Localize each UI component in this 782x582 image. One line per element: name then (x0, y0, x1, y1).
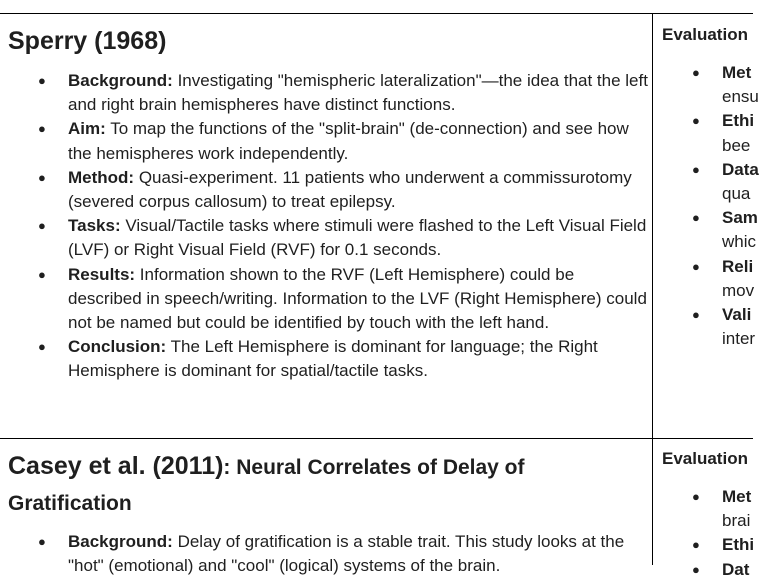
list-item: ● Met ensu (692, 63, 759, 107)
casey-cell (8, 449, 648, 578)
list-item: ● Sam whic (692, 208, 758, 252)
bullet-icon: ● (692, 210, 700, 226)
list-item: ● Met brai (692, 487, 752, 531)
bullet-icon: ● (38, 339, 46, 355)
sperry-evaluation-cell (662, 23, 782, 351)
bullet-icon: ● (38, 218, 46, 234)
list-item: ● Method: Quasi-experiment. 11 patients who underwent a commissurotomy (severed corpus callosum) to treat epilepsy. (38, 167, 632, 212)
bullet-icon: ● (38, 534, 46, 549)
bullet-icon: ● (692, 307, 700, 323)
list-item: ● Vali inter (692, 305, 756, 349)
list-item: ● Ethi bee (692, 111, 755, 155)
bullet-icon: ● (692, 161, 700, 177)
bullet-icon: ● (692, 489, 700, 504)
bullet-icon: ● (692, 65, 700, 80)
bullet-icon: ● (692, 258, 700, 274)
bullet-icon: ● (38, 169, 46, 185)
study-title: Casey et al. (2011): Neural Correlates of Delay of Gratification (8, 452, 525, 515)
bullet-icon: ● (38, 266, 46, 282)
list-item: ● Background: Investigating "hemispheric lateralization"—the idea that the left and right brain hemispheres have distinct functions. (38, 71, 648, 115)
study-details-list (8, 530, 648, 578)
evaluation-heading: Evaluation (662, 449, 748, 468)
table-column-divider (652, 13, 653, 565)
bullet-icon: ● (692, 113, 700, 129)
list-item: ● Background: Delay of gratification is a stable trait. This study looks at the "hot" (emotional) and "cool" (logical) systems of the brain. (38, 532, 625, 576)
table-border-top (0, 13, 753, 14)
bullet-icon: ● (38, 121, 46, 137)
study-title: Sperry (1968) (8, 27, 167, 55)
evaluation-list (662, 61, 782, 351)
list-item: ● Reli mov (692, 256, 755, 300)
list-item: ● Ethi (662, 533, 782, 557)
list-item: ● Dat (662, 558, 782, 582)
evaluation-list (662, 485, 782, 582)
table-row-divider (0, 438, 753, 439)
study-details-list (8, 69, 648, 384)
casey-evaluation-cell (662, 447, 782, 582)
list-item: ● Conclusion: The Left Hemisphere is dominant for language; the Right Hemisphere is dominant for spatial/tactile tasks. (38, 337, 598, 381)
sperry-cell (8, 24, 648, 384)
list-item: ● Results: Information shown to the RVF (Left Hemisphere) could be described in speech/writing. Information to the LVF (Right Hemisphere) could not be named but could be identified by touch with the left hand. (38, 264, 647, 333)
evaluation-heading: Evaluation (662, 25, 748, 44)
bullet-icon: ● (692, 537, 700, 553)
list-item: ● Aim: To map the functions of the "split-brain" (de-connection) and see how the hemispheres work independently. (38, 119, 629, 163)
list-item: ● Tasks: Visual/Tactile tasks where stimuli were flashed to the Left Visual Field (LVF) or Right Visual Field (RVF) for 0.1 seconds. (38, 216, 647, 260)
bullet-icon: ● (692, 561, 700, 577)
list-item: ● Data qua (692, 159, 759, 204)
bullet-icon: ● (38, 73, 46, 88)
